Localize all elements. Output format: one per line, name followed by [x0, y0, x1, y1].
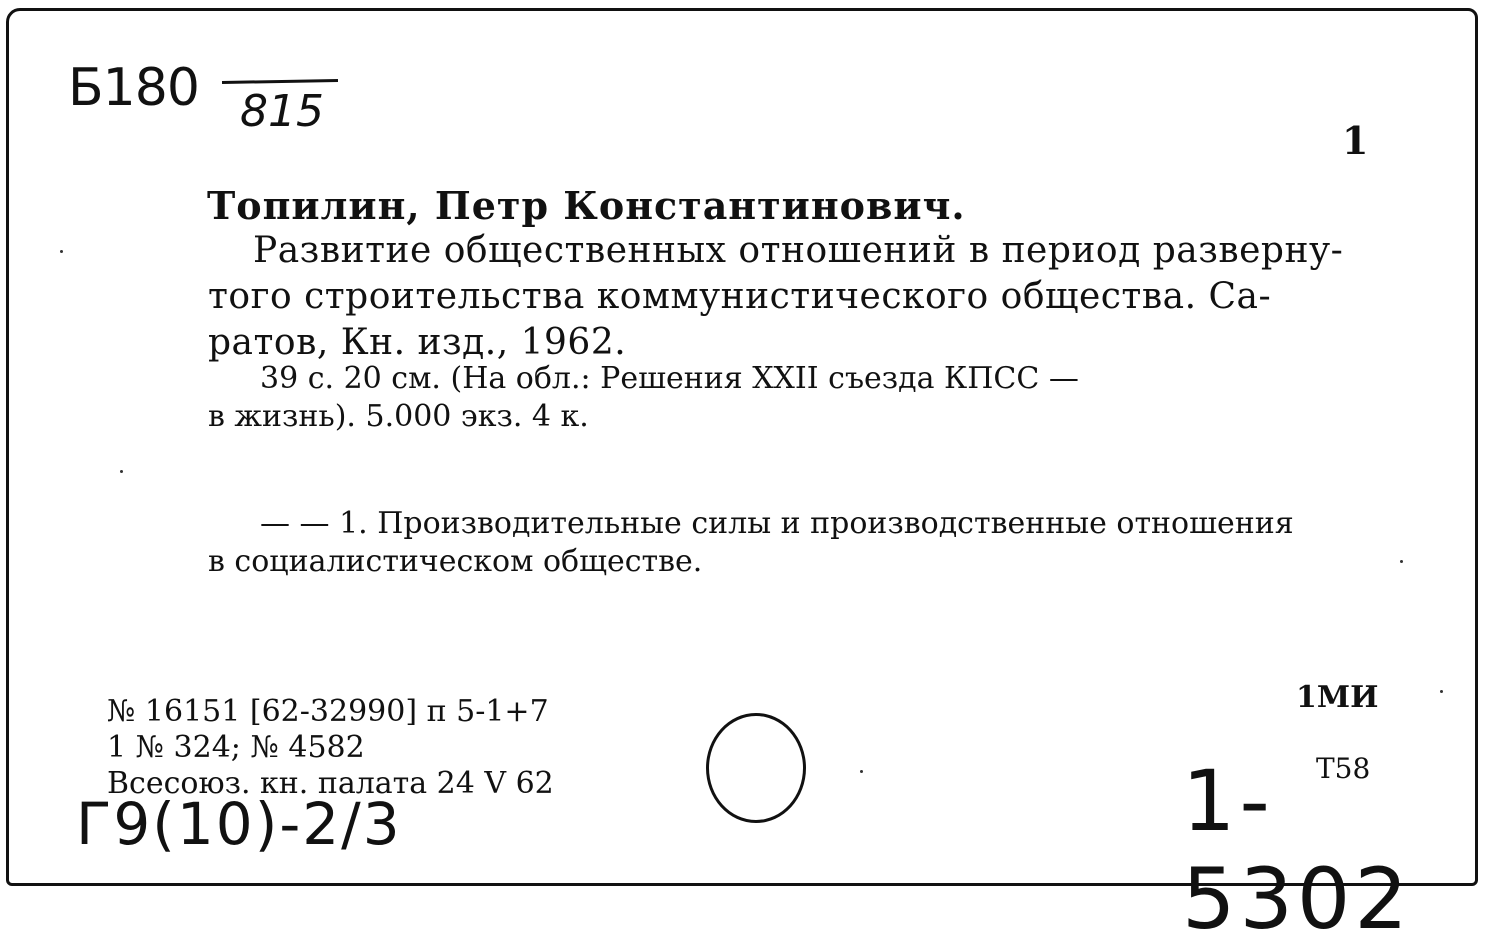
- catalog-line: № 16151 [62-32990] п 5-1+7: [107, 694, 549, 729]
- punch-hole-circle: [706, 713, 806, 823]
- title-line: Развитие общественных отношений в период разверну-: [253, 230, 1344, 271]
- physical-line: 39 с. 20 см. (На обл.: Решения XXII съезда КПСС —: [260, 361, 1079, 396]
- catalog-numbers: [107, 694, 554, 802]
- shelfmark-main: Б180: [68, 58, 199, 118]
- speck: [60, 250, 63, 253]
- subject-heading: [208, 505, 1294, 581]
- catalog-line: 1 № 324; № 4582: [107, 730, 365, 765]
- classification-code: 1МИ: [1296, 680, 1379, 715]
- subject-line: в социалистическом обществе.: [208, 544, 703, 579]
- handwritten-classification: Г9(10)-2/3: [76, 790, 402, 858]
- speck: [120, 470, 123, 473]
- speck: [860, 770, 863, 773]
- author-mark: Т58: [1316, 752, 1371, 785]
- card-number: 1: [1342, 118, 1369, 163]
- catalog-line: Всесоюз. кн. палата 24 V 62: [107, 766, 554, 801]
- handwritten-inventory-number: 1-5302: [1182, 752, 1412, 948]
- title-line: ратов, Кн. изд., 1962.: [208, 322, 627, 363]
- title-block: [208, 228, 1343, 366]
- title-line: того строительства коммунистического общества. Са-: [208, 276, 1272, 317]
- author-name: Топилин, Петр Константинович.: [207, 183, 966, 228]
- physical-description: [208, 360, 1079, 436]
- subject-line: — — 1. Производительные силы и производственные отношения: [260, 506, 1294, 541]
- speck: [1400, 560, 1403, 563]
- shelfmark-sub: 815: [240, 86, 324, 137]
- speck: [1440, 690, 1443, 693]
- physical-line: в жизнь). 5.000 экз. 4 к.: [208, 399, 589, 434]
